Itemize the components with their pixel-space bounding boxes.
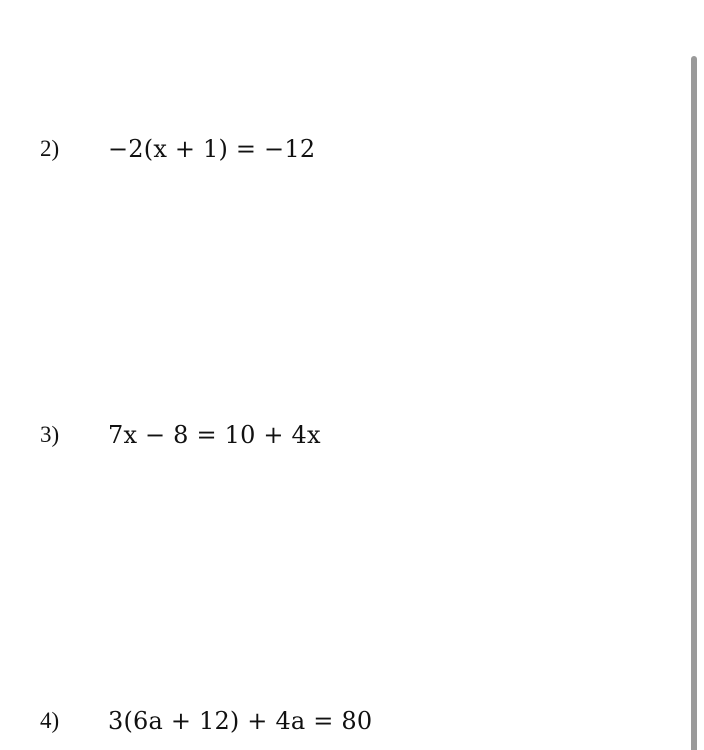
problem-3 (40, 418, 321, 452)
problem-number: 4) (40, 708, 60, 733)
problem-4 (40, 704, 372, 738)
problem-number: 2) (40, 136, 60, 161)
problem-equation: 3(6a + 12) + 4a = 80 (108, 707, 373, 735)
problem-number: 3) (40, 422, 60, 447)
problem-2 (40, 132, 315, 166)
problem-equation: 7x − 8 = 10 + 4x (108, 421, 321, 449)
problem-equation: −2(x + 1) = −12 (108, 135, 316, 163)
scrollbar[interactable] (691, 56, 697, 750)
